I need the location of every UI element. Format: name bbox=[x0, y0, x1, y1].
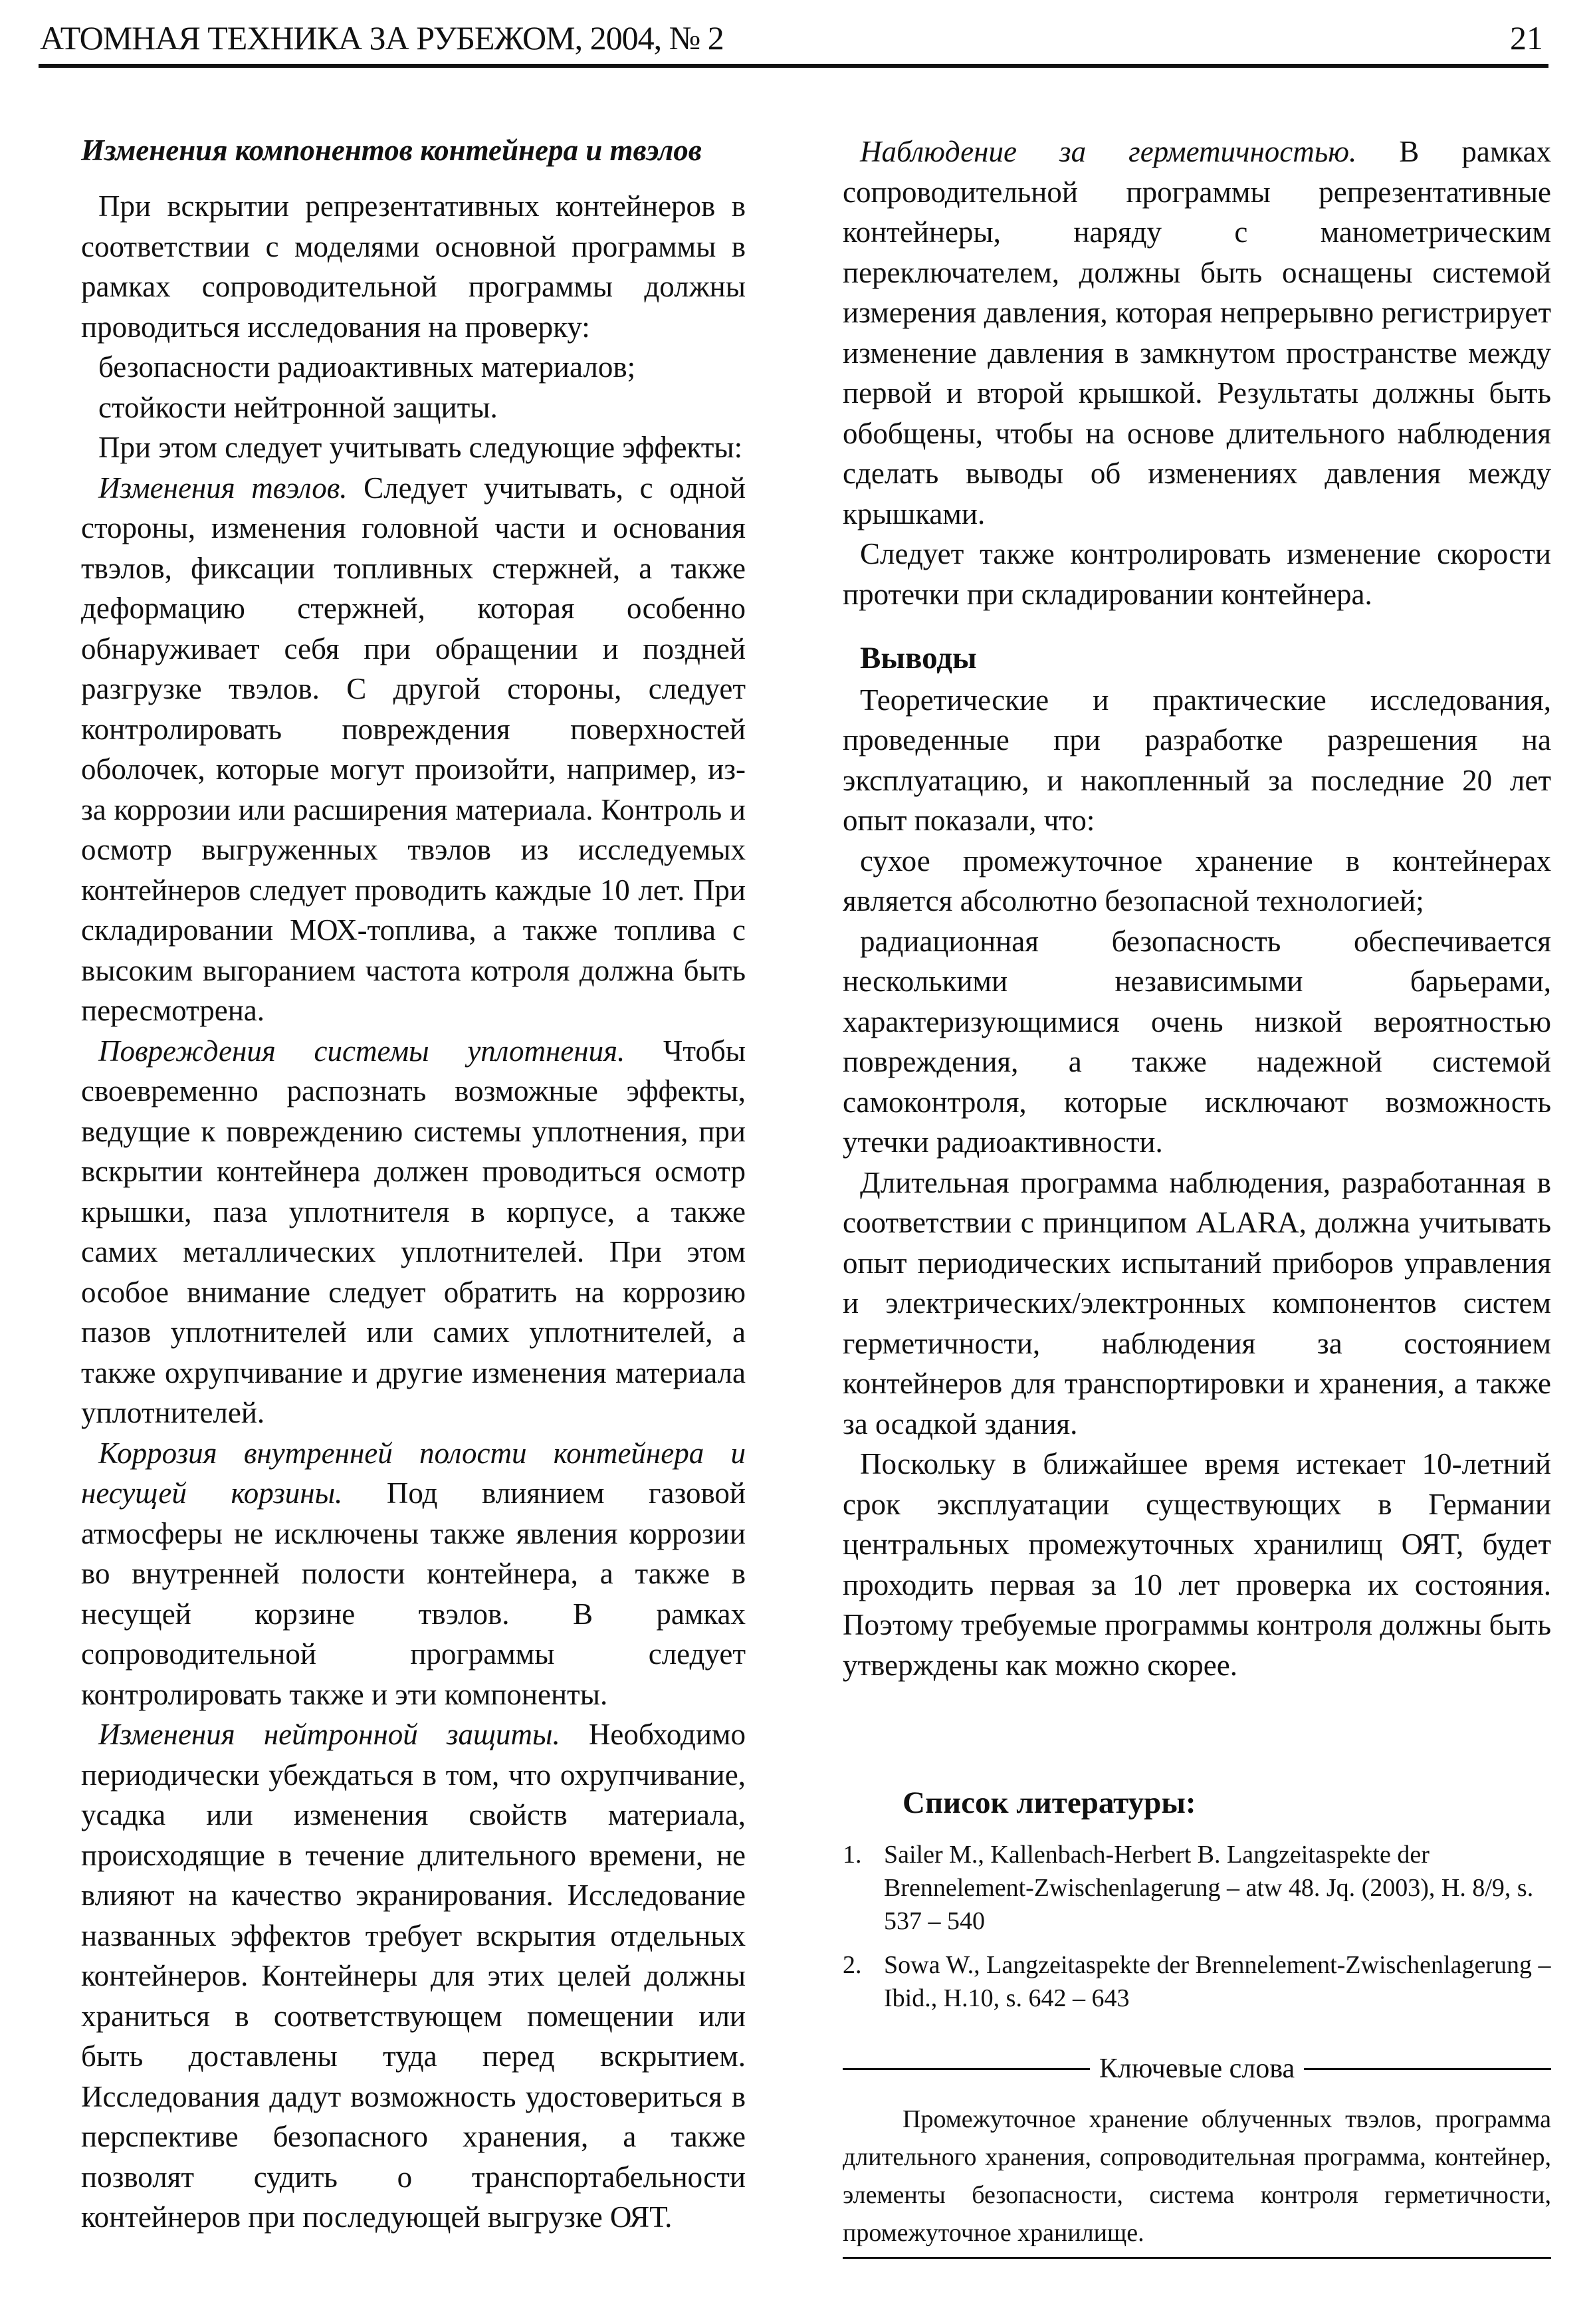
paragraph: Теоретические и практические исследования, проведенные при разработке разрешения на эксплуатацию, и накопленный за последние 20 лет опыт показали, что: bbox=[843, 683, 1551, 837]
reference-item bbox=[843, 1838, 1551, 1938]
paragraph-lead: Изменения твэлов. bbox=[98, 471, 348, 505]
paragraph-body: В рамках сопроводительной программы репрезентативные контейнеры, наряду с манометрическим переключателем, должны быть оснащены системой измерения давления, которая непрерывно регистрирует изменение давления в замкнутом пространстве между первой и второй крышкой. Результаты должны быть обобщены, чтобы на основе длительного наблюдения сделать выводы об изменениях давления между крышками. bbox=[843, 135, 1551, 530]
paragraph-lead: Изменения нейтронной защиты. bbox=[98, 1718, 560, 1751]
paragraph-body: Следует учитывать, с одной стороны, изменения головной части и основания твэлов, фиксации топливных стержней, а также деформацию стержней, которая особенно обнаруживает себя при обращении и поздней разгрузке твэлов. С другой стороны, следует контролировать повреждения поверхностей оболочек, которые могут произойти, например, из-за коррозии или расширения материала. Контроль и осмотр выгруженных твэлов из исследуемых контейнеров следует проводить каждые 10 лет. При складировании МОХ-топлива, а также топлива с высоким выгоранием частота котроля должна быть пересмотрена. bbox=[81, 471, 746, 1027]
reference-number: 2. bbox=[843, 1951, 862, 1979]
header-rule bbox=[39, 64, 1548, 68]
keywords-title: Ключевые слова bbox=[1099, 2053, 1295, 2084]
list-item: безопасности радиоактивных материалов; bbox=[98, 350, 636, 384]
paragraph bbox=[843, 132, 1551, 534]
left-column bbox=[81, 132, 746, 2238]
journal-header: АТОМНАЯ ТЕХНИКА ЗА РУБЕЖОМ, 2004, № 2 bbox=[40, 19, 724, 57]
paragraph: Длительная программа наблюдения, разработанная в соответствии с принципом ALARA, должна учитывать опыт периодических испытаний приборов управления и электрических/электронных компонентов систем герметичности, наблюдения за состоянием контейнеров для транспортировки и хранения, а также за осадкой здания. bbox=[843, 1165, 1551, 1441]
section-heading: Изменения компонентов контейнера и твэлов bbox=[81, 134, 702, 167]
paragraph-lead: Повреждения системы уплотнения. bbox=[98, 1034, 625, 1068]
reference-item bbox=[843, 1948, 1551, 2015]
references bbox=[843, 1785, 1551, 2026]
paragraph-body: Чтобы своевременно распознать возможные эффекты, ведущие к повреждению системы уплотнения, при вскрытии контейнера должен проводиться осмотр крышки, паза уплотнителя в корпусе, а также самих металлических уплотнителей. При этом особое внимание следует обратить на коррозию пазов уплотнителей или самих уплотнителей, а также охрупчивание и другие изменения материала уплотнителей. bbox=[81, 1034, 746, 1429]
divider bbox=[843, 2068, 1090, 2070]
bottom-rule bbox=[843, 2257, 1551, 2259]
divider bbox=[1304, 2068, 1551, 2070]
list-item: стойкости нейтронной защиты. bbox=[98, 390, 498, 424]
paragraph: Следует также контролировать изменение скорости протечки при складировании контейнера. bbox=[843, 537, 1551, 611]
paragraph bbox=[81, 1714, 746, 2238]
paragraph bbox=[81, 468, 746, 1031]
paragraph-body: Под влиянием газовой атмосферы не исключены также явления коррозии во внутренней полости контейнера, а также в несущей корзине твэлов. В рамках сопроводительной программы следует контролировать также и эти компоненты. bbox=[81, 1476, 746, 1711]
keywords-title-bar bbox=[843, 2053, 1551, 2085]
paragraph bbox=[81, 1031, 746, 1433]
conclusions-heading: Выводы bbox=[860, 641, 977, 675]
right-column bbox=[843, 132, 1551, 1685]
page-number: 21 bbox=[1510, 19, 1543, 57]
paragraph-lead: Коррозия внутренней полости контейнера и несущей корзины. bbox=[81, 1436, 746, 1510]
list-item: сухое промежуточное хранение в контейнерах является абсолютно безопасной технологией; bbox=[843, 844, 1551, 917]
paragraph bbox=[81, 1433, 746, 1715]
reference-number: 1. bbox=[843, 1841, 862, 1869]
references-heading: Список литературы: bbox=[903, 1786, 1196, 1820]
reference-text: Sowa W., Langzeitaspekte der Brennelement-Zwischenlagerung – Ibid., H.10, s. 642 – 643 bbox=[884, 1951, 1551, 2012]
paragraph: При вскрытии репрезентативных контейнеров в соответствии с моделями основной программы в рамках сопроводительной программы должны проводиться исследования на проверку: bbox=[81, 189, 746, 344]
paragraph: При этом следует учитывать следующие эффекты: bbox=[98, 431, 743, 464]
paragraph-body: Необходимо периодически убеждаться в том, что охрупчивание, усадка или изменения свойств материала, происходящие в течение длительного времени, не влияют на качество экранирования. Исследование названных эффектов требует вскрытия отдельных контейнеров. Контейнеры для этих целей должны храниться в соответствующем помещении или быть доставлены туда перед вскрытием. Исследования дадут возможность удостовериться в перспективе безопасного хранения, а также позволят судить о транспортабельности контейнеров при последующей выгрузке ОЯТ. bbox=[81, 1718, 746, 2234]
keywords-text: Промежуточное хранение облученных твэлов, программа длительного хранения, сопроводительная программа, контейнер, элементы безопасности, система контроля герметичности, промежуточное хранилище. bbox=[843, 2105, 1551, 2247]
list-item: радиационная безопасность обеспечивается несколькими независимыми барьерами, характеризующимися очень низкой вероятностью повреждения, а также надежной системой самоконтроля, которые исключают возможность утечки радиоактивности. bbox=[843, 924, 1551, 1159]
paragraph-lead: Наблюдение за герметичностью. bbox=[860, 135, 1357, 168]
paragraph: Поскольку в ближайшее время истекает 10-летний срок эксплуатации существующих в Германии центральных промежуточных хранилищ ОЯТ, будет проходить первая за 10 лет проверка их состояния. Поэтому требуемые программы контроля должны быть утверждены как можно скорее. bbox=[843, 1447, 1551, 1682]
reference-text: Sailer M., Kallenbach-Herbert B. Langzeitaspekte der Brennelement-Zwischenlagerung – atw 48. Jq. (2003), H. 8/9, s. 537 – 540 bbox=[884, 1841, 1534, 1935]
